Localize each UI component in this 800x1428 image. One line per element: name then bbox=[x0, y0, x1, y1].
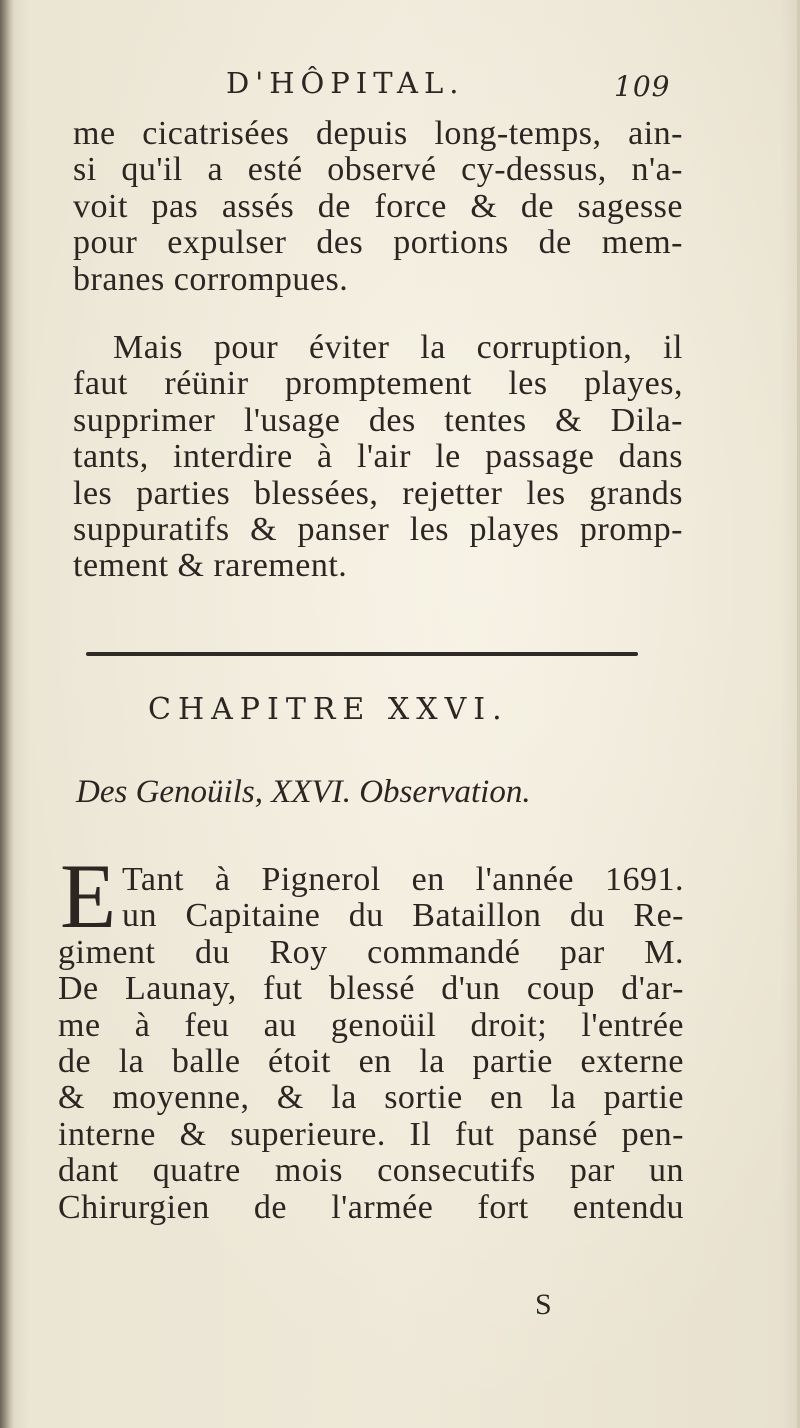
text-line: me à feu au genoüil droit; l'entrée bbox=[58, 1006, 684, 1044]
drop-cap: E bbox=[60, 845, 117, 947]
text-line: pour expulser des portions de mem- bbox=[73, 224, 683, 262]
text-line: les parties blessées, rejetter les grands bbox=[73, 474, 683, 512]
text-line: voit pas assés de force & de sagesse bbox=[73, 187, 683, 225]
text-line: suppuratifs & panser les playes promp- bbox=[73, 510, 683, 548]
text-line: Chirurgien de l'armée fort entendu bbox=[58, 1188, 684, 1226]
paragraph-3-first-lines bbox=[122, 862, 684, 935]
chapter-subtitle: Des Genoüils, XXVI. Observation. bbox=[76, 774, 531, 810]
text-line: tants, interdire à l'air le passage dans bbox=[73, 438, 683, 476]
text-line: branes corrompues. bbox=[73, 260, 349, 298]
paragraph-1 bbox=[73, 116, 683, 298]
text-line: si qu'il a esté observé cy-dessus, n'a- bbox=[73, 151, 683, 189]
paragraph-2 bbox=[73, 330, 683, 585]
text-line: giment du Roy commandé par M. bbox=[58, 933, 684, 971]
chapter-title: CHAPITRE XXVI. bbox=[148, 692, 509, 727]
chapter-divider-rule bbox=[86, 652, 638, 656]
text-line: dant quatre mois consecutifs par un bbox=[58, 1152, 684, 1190]
text-line: supprimer l'usage des tentes & Dila- bbox=[73, 401, 683, 439]
page-number: 109 bbox=[614, 70, 671, 103]
paragraph-3 bbox=[58, 935, 684, 1226]
text-line: de la balle étoit en la partie externe bbox=[58, 1042, 684, 1080]
text-line: un Capitaine du Bataillon du Re- bbox=[122, 897, 684, 935]
text-line: faut réünir promptement les playes, bbox=[73, 365, 683, 403]
signature-mark: S bbox=[535, 1288, 552, 1321]
text-line: interne & superieure. Il fut pansé pen- bbox=[58, 1115, 684, 1153]
text-line: & moyenne, & la sortie en la partie bbox=[58, 1079, 684, 1117]
running-head: D'HÔPITAL. bbox=[226, 66, 465, 100]
text-line: De Launay, fut blessé d'un coup d'ar- bbox=[58, 970, 684, 1008]
text-line: Tant à Pignerol en l'année 1691. bbox=[122, 861, 684, 898]
text-line: me cicatrisées depuis long-temps, ain- bbox=[73, 115, 683, 152]
page-gutter-shadow bbox=[0, 0, 14, 1428]
text-line: tement & rarement. bbox=[73, 547, 348, 585]
text-line: Mais pour éviter la corruption, il bbox=[113, 329, 683, 366]
